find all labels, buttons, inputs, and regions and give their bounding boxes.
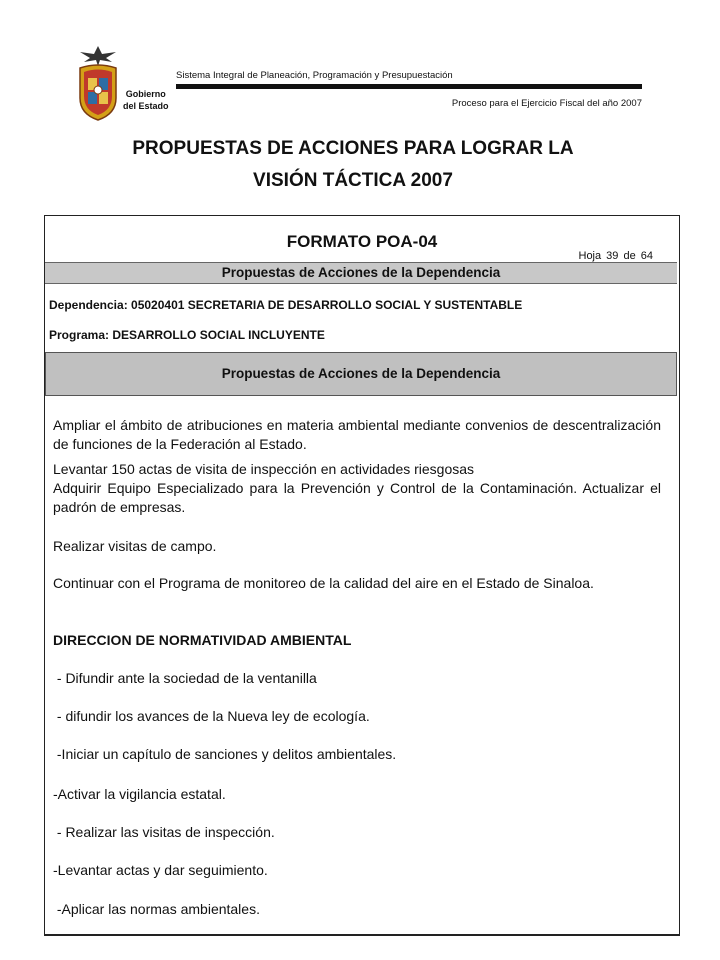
action-item: -Iniciar un capítulo de sanciones y delitos ambientales. xyxy=(53,746,397,762)
action-item: Levantar 150 actas de visita de inspección en actividades riesgosas xyxy=(53,461,475,477)
action-item: - Realizar las visitas de inspección. xyxy=(53,824,275,840)
page-title-line2: VISIÓN TÁCTICA 2007 xyxy=(253,170,453,191)
action-item: - difundir los avances de la Nueva ley de ecología. xyxy=(53,708,370,724)
action-item: -Aplicar las normas ambientales. xyxy=(53,901,260,917)
actions-section-title: Propuestas de Acciones de la Dependencia xyxy=(45,352,677,396)
action-item: -Activar la vigilancia estatal. xyxy=(53,786,226,802)
form-frame xyxy=(44,215,680,936)
format-title: FORMATO POA-04 xyxy=(286,232,438,251)
page-title-line1: PROPUESTAS DE ACCIONES PARA LOGRAR LA xyxy=(132,138,574,159)
programa-value: DESARROLLO SOCIAL INCLUYENTE xyxy=(112,328,325,342)
state-seal-icon xyxy=(74,44,122,122)
dependencia-value: 05020401 SECRETARIA DE DESARROLLO SOCIAL Y SUSTENTABLE xyxy=(131,298,523,312)
section-band-header: Propuestas de Acciones de la Dependencia xyxy=(45,262,677,284)
government-label xyxy=(123,88,169,112)
action-item: Realizar visitas de campo. xyxy=(53,538,217,554)
dependencia-label: Dependencia: xyxy=(49,298,128,312)
action-item: Adquirir Equipo Especializado para la Prevención y Control de la Contaminación. Actualizar el padrón de empresas. xyxy=(53,480,661,515)
action-item: Continuar con el Programa de monitoreo de la calidad del aire en el Estado de Sinaloa. xyxy=(53,575,594,591)
government-label-line2: del Estado xyxy=(123,101,169,111)
page-title xyxy=(0,133,706,197)
system-title: Sistema Integral de Planeación, Programación y Presupuestación xyxy=(176,70,453,81)
action-item: Ampliar el ámbito de atribuciones en materia ambiental mediante convenios de descentralización de funciones de la Federación al Estado. xyxy=(53,417,661,452)
header-rule xyxy=(176,84,642,89)
programa-label: Programa: xyxy=(49,328,110,342)
action-item: - Difundir ante la sociedad de la ventanilla xyxy=(53,670,317,686)
dependencia-row xyxy=(49,298,522,312)
action-item: -Levantar actas y dar seguimiento. xyxy=(53,862,268,878)
section-heading: DIRECCION DE NORMATIVIDAD AMBIENTAL xyxy=(53,632,352,648)
process-year-text: Proceso para el Ejercicio Fiscal del año 2007 xyxy=(451,98,642,109)
page-number: Hoja 39 de 64 xyxy=(578,250,653,262)
government-label-line1: Gobierno xyxy=(125,89,166,99)
programa-row xyxy=(49,328,325,342)
